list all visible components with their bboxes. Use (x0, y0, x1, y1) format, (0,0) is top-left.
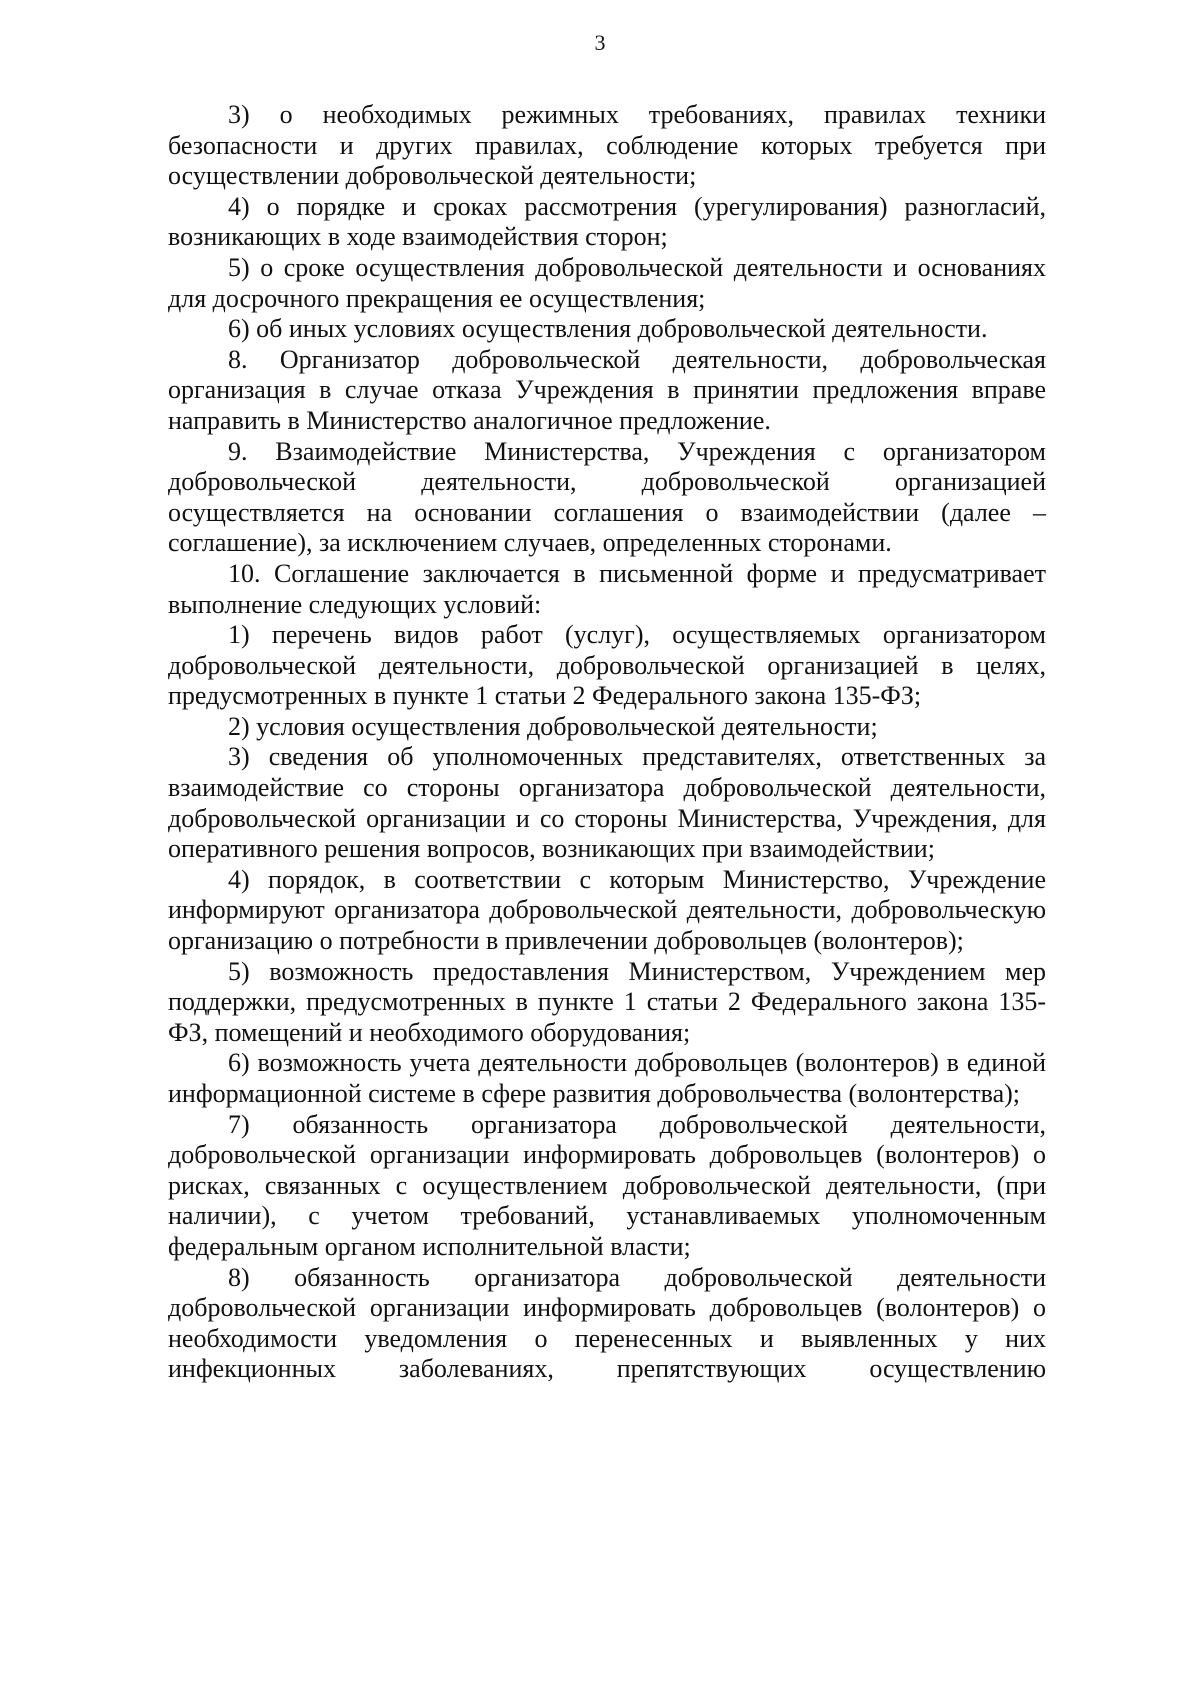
paragraph-condition-3: 3) сведения об уполномоченных представителях, ответственных за взаимодействие со стороны организатора добровольческой деятельности, добровольческой организации и со стороны Министерства, Учреждения, для оперативного решения вопросов, возникающих при взаимодействии; (168, 742, 1046, 864)
paragraph-condition-6: 6) возможность учета деятельности добровольцев (волонтеров) в единой информационной системе в сфере развития добровольчества (волонтерства); (168, 1048, 1046, 1108)
paragraph-condition-5: 5) возможность предоставления Министерством, Учреждением мер поддержки, предусмотренных в пункте 1 статьи 2 Федерального закона 135-ФЗ, помещений и необходимого оборудования; (168, 956, 1046, 1047)
paragraph-item-5-term: 5) о сроке осуществления добровольческой деятельности и основаниях для досрочного прекращения ее осуществления; (168, 252, 1046, 313)
paragraph-condition-2: 2) условия осуществления добровольческой деятельности; (228, 711, 878, 741)
paragraph-clause-10: 10. Соглашение заключается в письменной форме и предусматривает выполнение следующих условий: (168, 558, 1046, 619)
paragraph-condition-4: 4) порядок, в соответствии с которым Министерство, Учреждение информируют организатора добровольческой деятельности, добровольческую организацию о потребности в привлечении добровольцев (волонтеров); (168, 864, 1046, 956)
page-number: 3 (594, 30, 606, 55)
paragraph-clause-9: 9. Взаимодействие Министерства, Учреждения с организатором добровольческой деятельности, добровольческой организацией осуществляется на основании соглашения о взаимодействии (далее – соглашение), за исключением случаев, определенных сторонами. (168, 436, 1046, 558)
paragraph-clause-8: 8. Организатор добровольческой деятельности, добровольческая организация в случае отказа Учреждения в принятии предложения вправе направить в Министерство аналогичное предложение. (168, 344, 1046, 435)
paragraph-condition-7: 7) обязанность организатора добровольческой деятельности, добровольческой организации информировать добровольцев (волонтеров) о рисках, связанных с осуществлением добровольческой деятельности, (при наличии), с учетом требований, устанавливаемых уполномоченным федеральным органом исполнительной власти; (168, 1109, 1046, 1261)
paragraph-condition-8: 8) обязанность организатора добровольческой деятельности добровольческой организации информировать добровольцев (волонтеров) о необходимости уведомления о перенесенных и выявленных у них инфекционных заболеваниях, препятствующих осуществлению (168, 1262, 1046, 1384)
paragraph-item-6-other-conditions: 6) об иных условиях осуществления добровольческой деятельности. (228, 314, 988, 344)
paragraph-condition-1: 1) перечень видов работ (услуг), осуществляемых организатором добровольческой деятельности, добровольческой организацией в целях, предусмотренных в пункте 1 статьи 2 Федерального закона 135-ФЗ; (168, 620, 1046, 711)
document-body (168, 100, 1046, 1385)
paragraph-item-4-disagreements: 4) о порядке и сроках рассмотрения (урегулирования) разногласий, возникающих в ходе взаимодействия сторон; (168, 191, 1046, 252)
paragraph-item-3-regime-requirements: 3) о необходимых режимных требованиях, правилах техники безопасности и других правилах, соблюдение которых требуется при осуществлении добровольческой деятельности; (168, 100, 1046, 191)
